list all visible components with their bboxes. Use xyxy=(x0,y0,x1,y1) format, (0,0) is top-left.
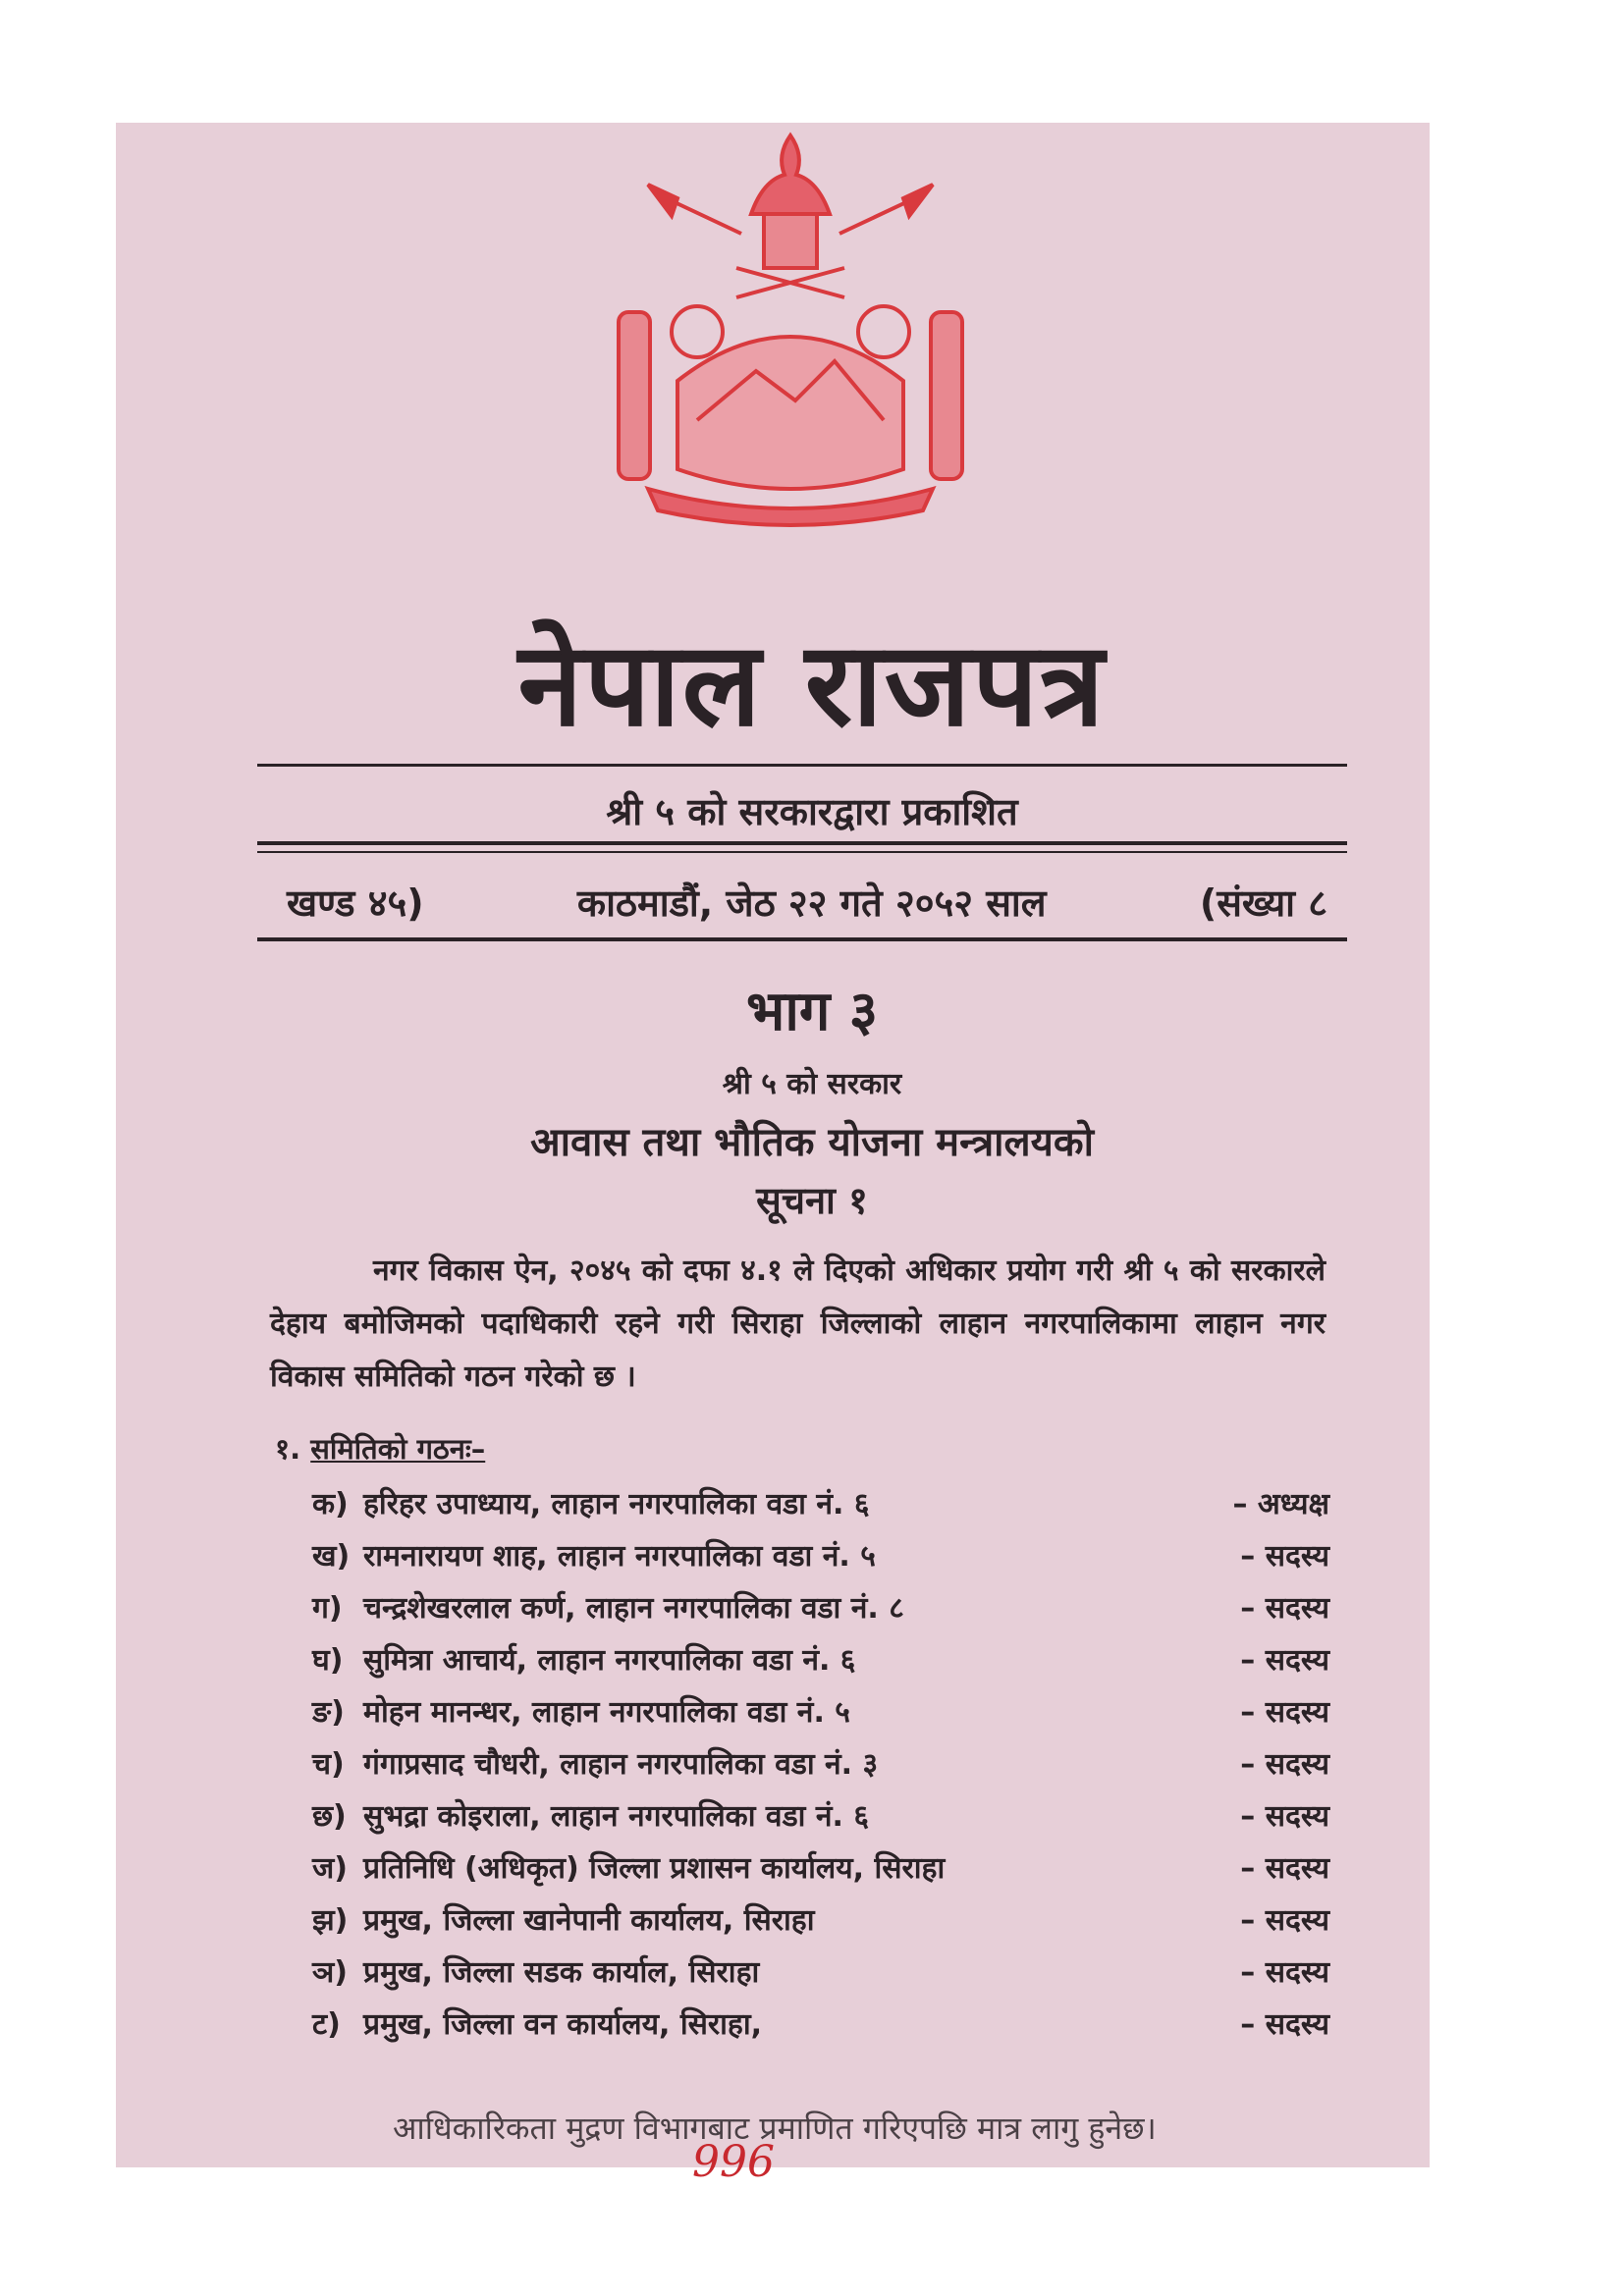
royal-emblem-icon xyxy=(589,126,992,528)
footer-note: आधिकारिकता मुद्रण विभागबाट प्रमाणित गरिएपछि मात्र लागु हुनेछ। xyxy=(393,2109,1157,2147)
divider xyxy=(257,764,1347,767)
list-item: ख) रामनारायण शाह, लाहान नगरपालिका वडा नं. ५ – सदस्य xyxy=(312,1539,1329,1574)
ministry-line: आवास तथा भौतिक योजना मन्त्रालयको xyxy=(530,1120,1094,1165)
section-title: समितिको गठनः– xyxy=(310,1432,486,1466)
divider xyxy=(257,937,1347,941)
issue-line xyxy=(287,877,1327,928)
issue-date: काठमाडौं, जेठ २२ गते २०५२ साल xyxy=(576,881,1047,925)
part-heading: भाग ३ xyxy=(745,980,879,1043)
list-item: ग) चन्द्रशेखरलाल कर्ण, लाहान नगरपालिका वडा नं. ८ – सदस्य xyxy=(312,1591,1329,1626)
list-item: च) गंगाप्रसाद चौधरी, लाहान नगरपालिका वडा नं. ३ – सदस्य xyxy=(312,1747,1329,1782)
member-list xyxy=(312,1482,1329,2055)
notice-title: सूचना १ xyxy=(756,1179,868,1222)
list-item: झ) प्रमुख, जिल्ला खानेपानी कार्यालय, सिराहा – सदस्य xyxy=(312,1903,1329,1938)
list-item: ञ) प्रमुख, जिल्ला सडक कार्याल, सिराहा – सदस्य xyxy=(312,1955,1329,1990)
list-item: छ) सुभद्रा कोइराला, लाहान नगरपालिका वडा नं. ६ – सदस्य xyxy=(312,1799,1329,1834)
list-item: क) हरिहर उपाध्याय, लाहान नगरपालिका वडा नं. ६ – अध्यक्ष xyxy=(312,1487,1329,1522)
notice-body: नगर विकास ऐन, २०४५ को दफा ४.१ ले दिएको अधिकार प्रयोग गरी श्री ५ को सरकारले देहाय बमोजिमको पदाधिकारी रहने गरी सिराहा जिल्लाको लाहान नगरपालिकामा लाहान नगर विकास समितिको गठन गरेको छ । xyxy=(270,1254,1326,1394)
government-line: श्री ५ को सरकार xyxy=(722,1067,902,1101)
section-number: १. xyxy=(275,1432,301,1466)
handwritten-page-number: 996 xyxy=(692,2137,775,2187)
section-heading xyxy=(275,1429,485,1468)
list-item: ट) प्रमुख, जिल्ला वन कार्यालय, सिराहा, – सदस्य xyxy=(312,2007,1329,2042)
list-item: ङ) मोहन मानन्धर, लाहान नगरपालिका वडा नं. ५ – सदस्य xyxy=(312,1695,1329,1730)
divider xyxy=(257,851,1347,853)
issue-number: (संख्या ८ xyxy=(1199,881,1327,925)
gazette-subtitle: श्री ५ को सरकारद्वारा प्रकाशित xyxy=(606,790,1018,833)
divider xyxy=(257,841,1347,845)
gazette-title: नेपाल राजपत्र xyxy=(517,616,1107,752)
list-item: घ) सुमित्रा आचार्य, लाहान नगरपालिका वडा नं. ६ – सदस्य xyxy=(312,1643,1329,1678)
issue-volume: खण्ड ४५) xyxy=(287,881,424,925)
list-item: ज) प्रतिनिधि (अधिकृत) जिल्ला प्रशासन कार्यालय, सिराहा – सदस्य xyxy=(312,1851,1329,1886)
